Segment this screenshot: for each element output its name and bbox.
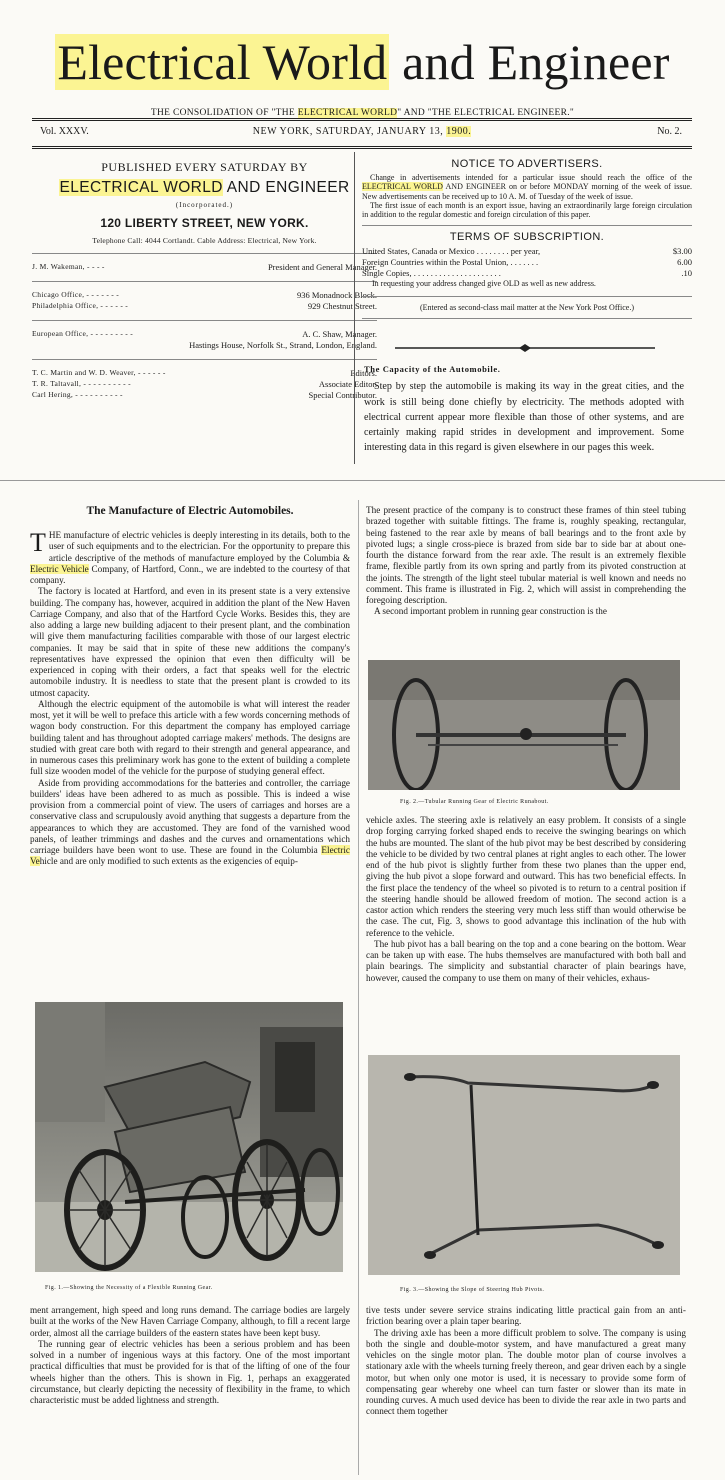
european-office-row bbox=[32, 329, 377, 340]
published-line: PUBLISHED EVERY SATURDAY BY bbox=[101, 160, 308, 174]
article-column-left-bottom bbox=[30, 1305, 350, 1406]
editor-role: Editors. bbox=[350, 368, 377, 378]
separator bbox=[32, 359, 377, 360]
separator bbox=[362, 318, 692, 319]
separator bbox=[32, 320, 377, 321]
notice-paragraph: The first issue of each month is an export issue, having an extraordinarily large foreign circulation in addition to the regular domestic and foreign circulation of this paper. bbox=[362, 200, 692, 220]
article-paragraph bbox=[30, 778, 350, 868]
ornamental-rule bbox=[395, 344, 655, 352]
masthead-title bbox=[0, 30, 725, 94]
editor-row bbox=[32, 390, 377, 401]
subscription-price: 6.00 bbox=[677, 257, 692, 268]
running-gear-illustration bbox=[368, 660, 680, 790]
article-paragraph: The factory is located at Hartford, and even in its present state is a very extensive building. The company has, however, acquired in addition the plant of the New Haven Carriage Company, and also that of the Hartford Cycle Works. Besides this, they are also adding a large new building adjacent to their present plant, and the combination will give them manufacturing facilities comparable with those of our largest electric companies. It may be said that in spite of these new additions the company's representatives have expressed the opinion that even then difficulty will be experienced in coping with their orders, a fact that speaks well for the electric automobile industry. It is needless to state that the present plant is crowded to its utmost capacity. bbox=[30, 586, 350, 698]
publisher-name bbox=[32, 179, 377, 197]
office-address: 929 Chestnut Street. bbox=[307, 301, 377, 311]
drop-cap: T bbox=[30, 528, 46, 557]
notice-paragraph bbox=[362, 173, 692, 201]
notice-text-b: AND ENGINEER on or before MONDAY morning of the week of issue. New advertisements can be received up to 10 A. M. of Tuesday of the week of issue. bbox=[362, 182, 692, 201]
european-office-address: Hastings House, Norfolk St., Strand, London, England. bbox=[189, 340, 377, 350]
article-column-right-middle bbox=[366, 815, 686, 984]
publisher-name-highlight: ELECTRICAL WORLD bbox=[59, 179, 223, 196]
publisher-name-rest: AND ENGINEER bbox=[226, 179, 350, 196]
separator bbox=[362, 225, 692, 226]
paragraph-text: Aside from providing accommodations for the batteries and controller, the carriage builders' ideas have been adhered to as much as possible. This is indeed a wise provision from a commercial point of view. The users of carriages and horses are a conservative class and scrupulously avoid anything that suggests a departure from the appearances to which they are accustomed. They are fond of the varnished wood panels, of leather trimmings and dashes and the curves and ornamentations which carriage builders have been wont to use. These are found in the Columbia bbox=[30, 777, 350, 855]
separator bbox=[362, 296, 692, 297]
column-divider bbox=[354, 152, 355, 464]
figure-2-photo bbox=[368, 660, 680, 790]
subtitle-part-b: " AND "THE ELECTRICAL ENGINEER." bbox=[397, 108, 575, 118]
separator bbox=[32, 253, 377, 254]
incorporated-note: (Incorporated.) bbox=[175, 201, 234, 209]
notice-text bbox=[362, 173, 692, 219]
date-text: NEW YORK, SATURDAY, JANUARY 13, bbox=[252, 126, 444, 137]
issue-date bbox=[32, 126, 692, 137]
notice-heading: NOTICE TO ADVERTISERS. bbox=[451, 158, 603, 170]
article-paragraph: The present practice of the company is to construct these frames of thin steel tubing brazed together with suitable fittings. The frame is, roughly speaking, rectangular, being fastened to the rear axle by means of ball bearings and to the front axle by pivoted lugs; a single cross-piece is brazed from side bar to side bar at about one-fourth the distance forward from the rear axle. The result is an extremely flexible frame, flexible partly from its own spring and partly from its pivoted construction at the joints. The strength of the light steel tubular material is well known and needs no comment. This frame is illustrated in Fig. 2, which will assist in comprehending the foregoing description. bbox=[366, 505, 686, 605]
article-paragraph: ment arrangement, high speed and long runs demand. The carriage bodies are largely built at the works of the New Haven Carriage Company, although, to fill a recent large order, almost all the carriage builders of the eastern states have been kept busy. bbox=[30, 1305, 350, 1338]
office-name: Philadelphia Office, - - - - - - bbox=[32, 301, 129, 310]
staff-name: J. M. Wakeman, - - - - bbox=[32, 262, 105, 271]
figure-3-caption: Fig. 3.—Showing the Slope of Steering Hub Pivots. bbox=[400, 1287, 545, 1293]
staff-role: President and General Manager. bbox=[267, 262, 377, 272]
subscription-row bbox=[362, 268, 692, 279]
subscription-note: In requesting your address changed give OLD as well as new address. bbox=[372, 279, 596, 289]
dateline-rule bbox=[32, 146, 692, 149]
subscription-label: Single Copies, . . . . . . . . . . . . . . . . . . . . . bbox=[362, 268, 501, 279]
masthead-subtitle bbox=[0, 108, 725, 118]
subtitle-part-a: THE CONSOLIDATION OF "THE bbox=[150, 108, 296, 118]
issue-number: No. 2. bbox=[657, 126, 682, 137]
editorial-title: The Capacity of the Automobile. bbox=[364, 364, 501, 374]
editorial bbox=[364, 364, 684, 456]
paragraph-highlight: Electric Vehicle bbox=[30, 563, 89, 574]
publisher-address: 120 LIBERTY STREET, NEW YORK. bbox=[100, 216, 309, 230]
notice-text-a: Change in advertisements intended for a particular issue should reach the office of the bbox=[370, 173, 692, 182]
top-rule bbox=[32, 118, 692, 121]
masthead bbox=[0, 30, 725, 118]
article-paragraph: The driving axle has been a more difficult problem to solve. The company is using both the single and double-motor system, and have manufactured a great many vehicles on the single motor plan. The double motor plan of course involves a stationary axle with the wheels turning freely thereon, and gear driven each by a single motor, but when only one motor is used, it is necessary to provide some form of compensating gear whereby one wheel can turn faster or slower than its mate in rounding curves. A much used device has been to divide the rear axle in two parts and connect them together bbox=[366, 1327, 686, 1417]
paragraph-highlight: Electric Ve bbox=[30, 845, 350, 867]
subscription-label: Foreign Countries within the Postal Union, . . . . . . . bbox=[362, 257, 539, 268]
notice-highlight: ELECTRICAL WORLD bbox=[362, 182, 443, 192]
editor-row bbox=[32, 368, 377, 379]
office-address: 936 Monadnock Block. bbox=[296, 290, 377, 300]
subscription-heading: TERMS OF SUBSCRIPTION. bbox=[449, 231, 605, 244]
publisher-box bbox=[32, 160, 377, 401]
paragraph-text: hicle and are only modified to such extents as the exigencies of equip- bbox=[39, 856, 298, 867]
editorial-body: Step by step the automobile is making its way in the great cities, and the work is still being done chiefly by electricity. The methods adopted with electrical current appear more flexible than those of other systems, and are certainly making rapid strides in development and improvement. Some interesting data in this regard is given elsewhere in our pages this week. bbox=[364, 381, 684, 454]
figure-3-photo bbox=[368, 1055, 680, 1275]
article-paragraph: vehicle axles. The steering axle is relatively an easy problem. It consists of a single drop forging carrying forked shaped ends to receive the swinging bearings on which the hubs are mounted. The slant of the hub pivot may be best described by considering the vehicle to be divided by two central planes at right angles to each other. The lower end of the hub pivot is slightly further from these two planes than the upper end, giving the hub pivot a slope forward and outward. This has two beneficial effects. In the first place the tendency of the wheel so pivoted is to return to a central position if the steering handle should be allowed freedom of motion. The second action is a castor action which renders the steering very much less stiff than would otherwise be the case. The cut, Fig. 3, shows to good advantage this inclination of the hub with reference to the vehicle. bbox=[366, 815, 686, 938]
office-name: Chicago Office, - - - - - - - bbox=[32, 290, 120, 299]
figure-1-caption: Fig. 1.—Showing the Necessity of a Flexible Running Gear. bbox=[45, 1285, 213, 1291]
subscription-price: .10 bbox=[681, 268, 692, 279]
article-paragraph: The running gear of electric vehicles has been a serious problem and has been solved in a number of ingenious ways at this factory. One of the most important practical difficulties that must be provided for is that of the lifting of one of the four wheels higher than the others. This is shown in Fig. 1, perhaps an exaggerated circumstance, but clearly depicting the necessity of flexibility in the frame, to which characteristic must be added lightness and strength. bbox=[30, 1338, 350, 1405]
dateline bbox=[32, 126, 692, 142]
article-column-right-top bbox=[366, 505, 686, 618]
article-paragraph: A second important problem in running gear construction is the bbox=[374, 606, 607, 617]
paragraph-text: HE manufacture of electric vehicles is deeply interesting in its details, both to the user of such equipments and to the electrician. For the opportunity to prepare this article descriptive of the methods of manufacture employed by the Columbia & bbox=[48, 530, 350, 563]
european-address-row bbox=[32, 340, 377, 351]
year-highlight: 1900. bbox=[446, 126, 472, 137]
steering-axle-illustration bbox=[368, 1055, 680, 1275]
european-office-name: European Office, - - - - - - - - - bbox=[32, 329, 134, 338]
electric-vehicle-illustration bbox=[35, 1002, 343, 1272]
telephone-line: Telephone Call: 4044 Cortlandt. Cable Address: Electrical, New York. bbox=[92, 236, 317, 245]
subscription-row bbox=[362, 246, 692, 257]
title-highlight: Electrical World bbox=[57, 34, 388, 90]
article-paragraph: tive tests under severe service strains indicating little practical gain from an anti-friction bearing over a plain taper bearing. bbox=[366, 1305, 686, 1327]
section-rule bbox=[0, 480, 725, 481]
subscription-label: United States, Canada or Mexico . . . . . . . . per year, bbox=[362, 246, 541, 257]
figure-2-caption: Fig. 2.—Tubular Running Gear of Electric Runabout. bbox=[400, 799, 549, 805]
subscription-rates bbox=[362, 246, 692, 288]
volume-number: Vol. XXXV. bbox=[40, 126, 89, 137]
editor-name: Carl Hering, - - - - - - - - - - bbox=[32, 390, 123, 399]
editor-role: Special Contributor. bbox=[308, 390, 377, 400]
title-rest: and Engineer bbox=[402, 34, 670, 90]
notice-box bbox=[362, 158, 692, 319]
editor-name: T. R. Taltavall, - - - - - - - - - - bbox=[32, 379, 131, 388]
article-title: The Manufacture of Electric Automobiles. bbox=[86, 505, 294, 517]
editor-row bbox=[32, 379, 377, 390]
editor-name: T. C. Martin and W. D. Weaver, - - - - - - bbox=[32, 368, 166, 377]
editor-role: Associate Editor. bbox=[318, 379, 377, 389]
article-paragraph: Although the electric equipment of the automobile is what will interest the reader most, yet it will be well to preface this article with a few words concerning methods of wagon body construction. For this department the company has employed carriage building talent and has throughout adopted carriage makers' methods. The designs are studied with great care both with regard to their strength and general appearance, and in numerous cases this preliminary work has gone to the extent of building a complete full size wooden model of the vehicle for the purpose of studying general effect. bbox=[30, 698, 350, 777]
article-column-right-bottom bbox=[366, 1305, 686, 1418]
article-paragraph: The hub pivot has a ball bearing on the top and a cone bearing on the bottom. Wear can be taken up with ease. The hubs themselves are manufactured with both ball and plain bearings. The simplicity and substantial character of plain bearings have, however, caused the company to use them on many of their vehicles, exhaus- bbox=[366, 938, 686, 983]
figure-1-photo bbox=[35, 1002, 343, 1272]
staff-row bbox=[32, 262, 377, 273]
paragraph-text: Company, of Hartford, Conn., we are indebted to the courtesy of that company. bbox=[30, 563, 351, 585]
article-paragraph bbox=[30, 530, 350, 586]
separator bbox=[32, 281, 377, 282]
subscription-price: $3.00 bbox=[672, 246, 692, 257]
european-office-manager: A. C. Shaw, Manager. bbox=[302, 329, 377, 339]
subtitle-highlight: ELECTRICAL WORLD bbox=[297, 108, 398, 118]
office-row bbox=[32, 290, 377, 301]
subscription-row bbox=[362, 257, 692, 268]
entered-note: (Entered as second-class mail matter at the New York Post Office.) bbox=[419, 302, 634, 312]
article-column-left-top bbox=[30, 530, 350, 868]
article-column-divider bbox=[358, 500, 359, 1475]
office-row bbox=[32, 301, 377, 312]
